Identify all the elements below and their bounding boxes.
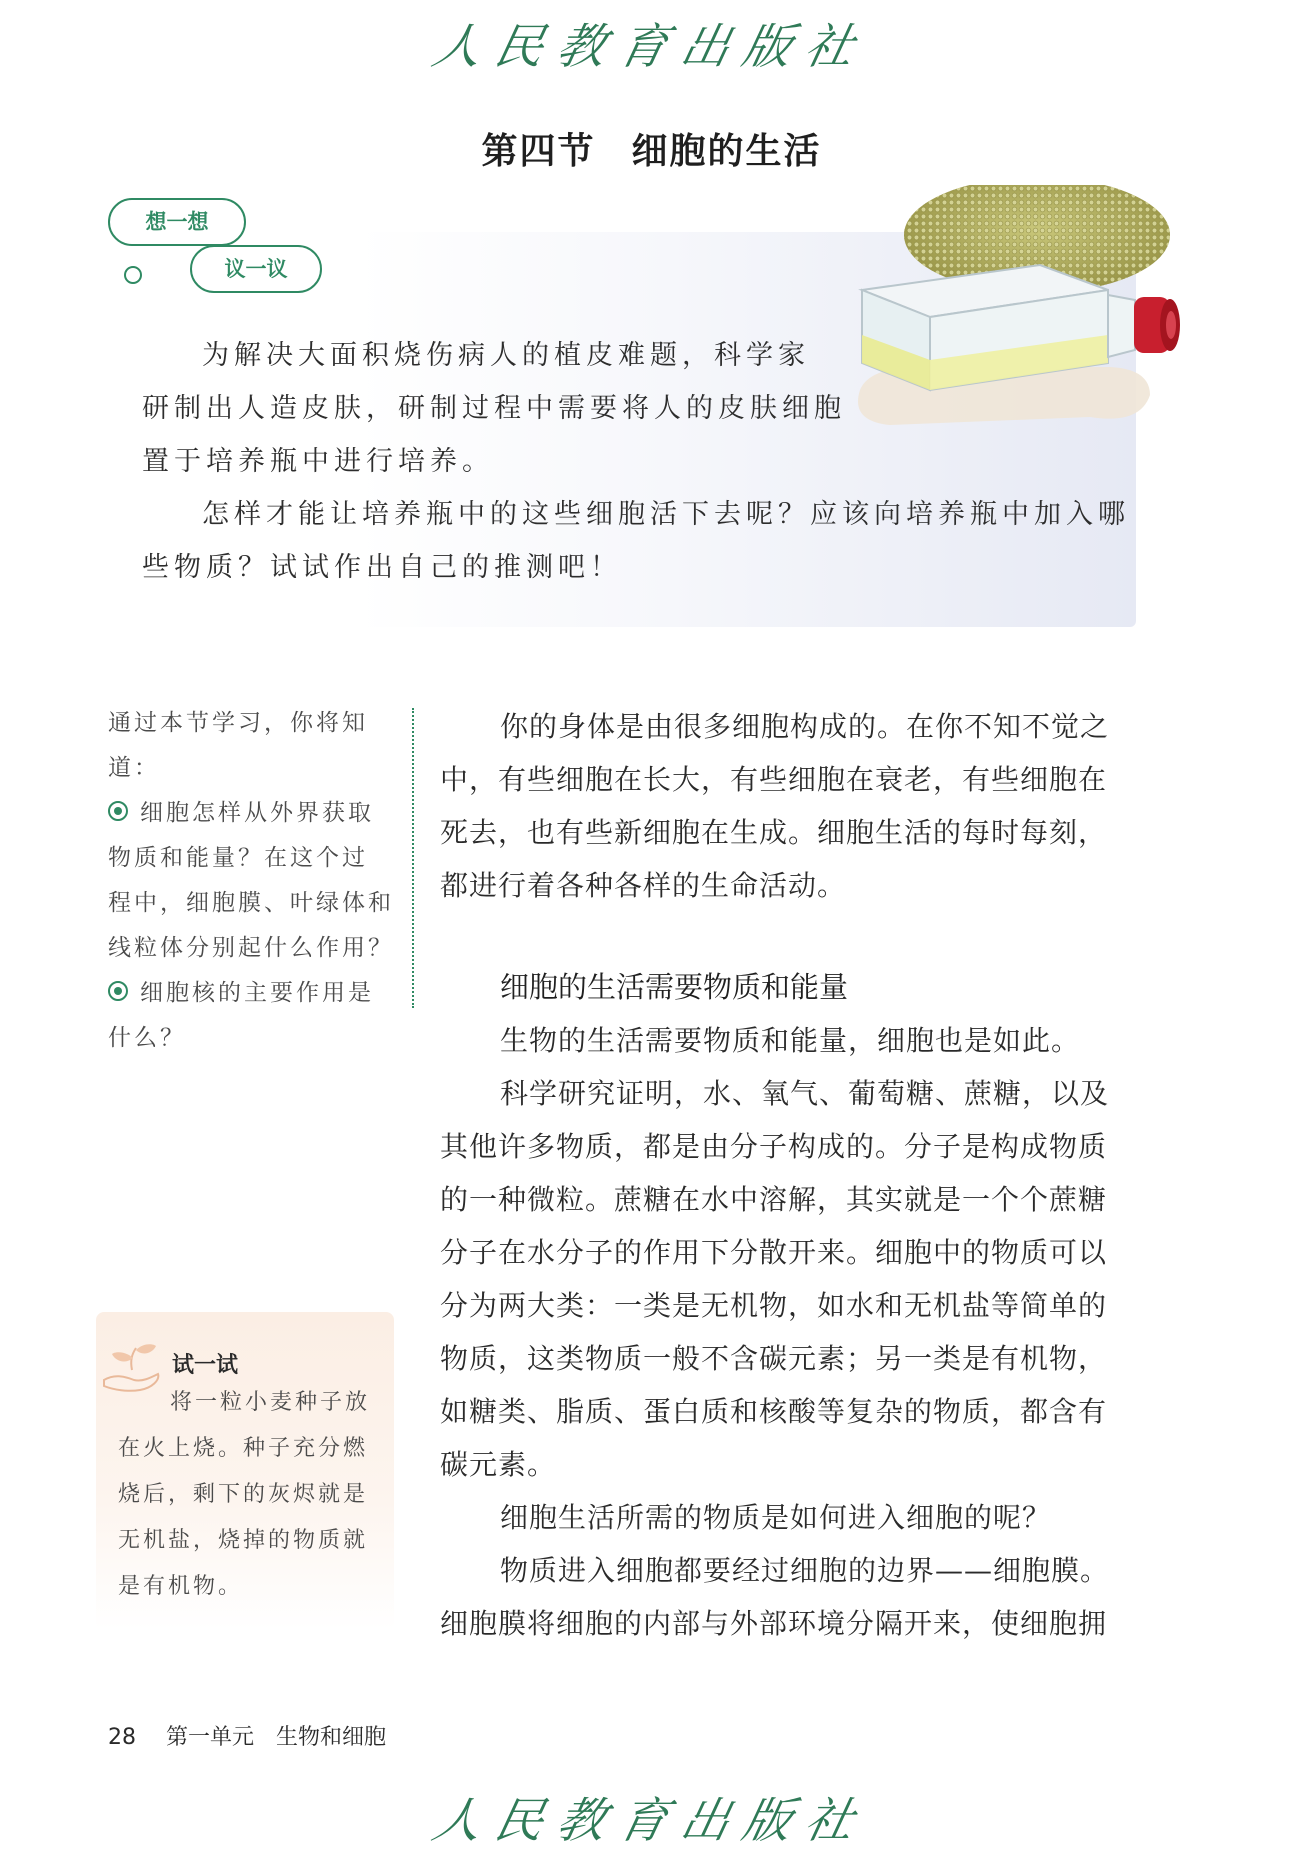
think-line-1: 为解决大面积烧伤病人的植皮难题，科学家 — [202, 340, 810, 371]
objective-line: 物质和能量？在这个过 — [108, 845, 368, 871]
learning-objectives — [108, 701, 396, 1061]
body-line: 的一种微粒。蔗糖在水中溶解，其实就是一个个蔗糖 — [440, 1183, 1108, 1216]
section-name: 细胞的生活 — [631, 131, 822, 172]
body-line: 中，有些细胞在长大，有些细胞在衰老，有些细胞在 — [440, 763, 1108, 796]
think-line-2: 研制出人造皮肤，研制过程中需要将人的皮肤细胞 — [142, 393, 846, 424]
try-line: 是有机物。 — [118, 1574, 244, 1599]
objective-line: 线粒体分别起什么作用？ — [108, 935, 394, 961]
body-line: 你的身体是由很多细胞构成的。在你不知不觉之 — [500, 710, 1110, 743]
page-footer — [108, 1720, 386, 1751]
body-line: 分子在水分子的作用下分散开来。细胞中的物质可以 — [440, 1236, 1108, 1269]
section-number: 第四节 — [481, 131, 596, 172]
body-line: 死去，也有些新细胞在生成。细胞生活的每时每刻， — [440, 816, 1108, 849]
body-line: 分为两大类：一类是无机物，如水和无机盐等简单的 — [440, 1289, 1108, 1322]
objective-line: 细胞核的主要作用是 — [140, 980, 374, 1006]
bullet-target-icon — [108, 801, 128, 821]
bubble-tail-dot — [124, 266, 142, 284]
try-line: 在火上烧。种子充分燃 — [118, 1436, 369, 1461]
body-line: 都进行着各种各样的生命活动。 — [440, 869, 847, 902]
page-number: 28 — [108, 1725, 136, 1750]
intro-paragraph — [440, 700, 1136, 912]
objective-line: 程中，细胞膜、叶绿体和 — [108, 890, 394, 916]
objective-line: 细胞怎样从外界获取 — [140, 800, 374, 826]
try-it-text — [118, 1380, 374, 1610]
body-line: 细胞生活所需的物质是如何进入细胞的呢？ — [500, 1501, 1052, 1534]
body-line: 科学研究证明，水、氧气、葡萄糖、蔗糖，以及 — [500, 1077, 1110, 1110]
objectives-intro: 通过本节学习，你将知道： — [108, 710, 368, 781]
objectives-divider — [412, 708, 414, 1008]
subheading: 细胞的生活需要物质和能量 — [500, 970, 849, 1004]
think-line-3: 置于培养瓶中进行培养。 — [142, 446, 494, 477]
bullet-target-icon — [108, 981, 128, 1001]
try-line: 烧后，剩下的灰烬就是 — [118, 1482, 369, 1507]
unit-label: 第一单元 生物和细胞 — [166, 1725, 387, 1750]
think-line-5: 些物质？试试作出自己的推测吧！ — [142, 552, 622, 583]
body-line: 物质，这类物质一般不含碳元素；另一类是有机物， — [440, 1342, 1108, 1375]
section-title — [0, 123, 1303, 174]
body-line: 细胞膜将细胞的内部与外部环境分隔开来，使细胞拥 — [440, 1607, 1108, 1640]
publisher-logo-bottom: 人民教育出版社 — [427, 1793, 874, 1849]
try-it-title: 试一试 — [172, 1353, 239, 1378]
think-text — [142, 329, 1132, 594]
discuss-bubble: 议一议 — [190, 245, 322, 293]
main-body — [440, 1014, 1136, 1650]
think-bubble: 想一想 — [108, 198, 246, 246]
body-line: 其他许多物质，都是由分子构成的。分子是构成物质 — [440, 1130, 1108, 1163]
try-line: 将一粒小麦种子放 — [170, 1390, 371, 1415]
body-line: 碳元素。 — [440, 1448, 557, 1481]
objective-line: 什么？ — [108, 1025, 186, 1051]
body-line: 物质进入细胞都要经过细胞的边界——细胞膜。 — [500, 1554, 1110, 1587]
body-line: 如糖类、脂质、蛋白质和核酸等复杂的物质，都含有 — [440, 1395, 1108, 1428]
publisher-logo-top: 人民教育出版社 — [427, 19, 874, 75]
think-line-4: 怎样才能让培养瓶中的这些细胞活下去呢？应该向培养瓶中加入哪 — [202, 499, 1130, 530]
try-line: 无机盐，烧掉的物质就 — [118, 1528, 369, 1553]
body-line: 生物的生活需要物质和能量，细胞也是如此。 — [500, 1024, 1081, 1057]
